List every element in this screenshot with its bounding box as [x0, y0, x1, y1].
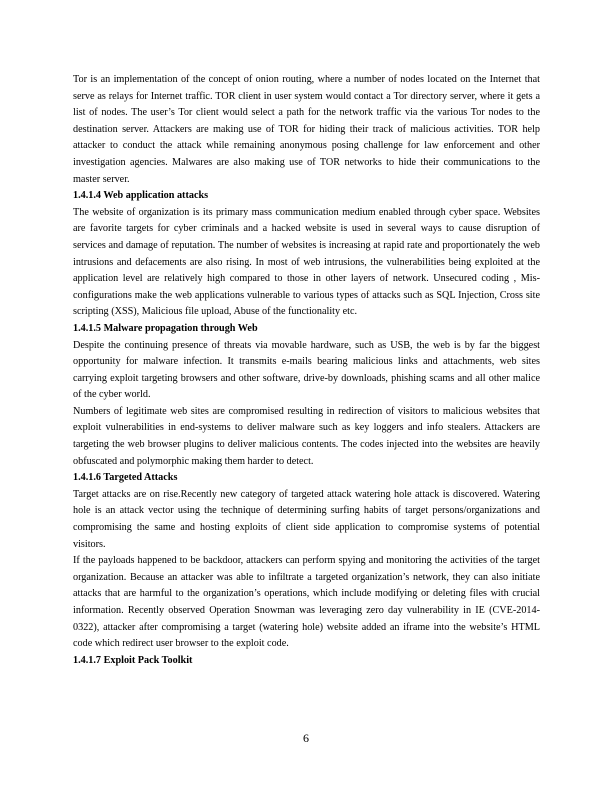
paragraph-targeted-attacks-1: Target attacks are on rise.Recently new category of targeted attack watering hole attack is discovered. Watering hole is an attack vector using the technique of determining surfing habits of target persons/organizations and compromising the same and hosting exploits of client side application to compromise systems of potential visitors.	[73, 488, 540, 550]
paragraph-malware-propagation-1: Despite the continuing presence of threats via movable hardware, such as USB, the web is by far the biggest opportunity for malware infection. It transmits e-mails bearing malicious links and attachments, web sites carrying exploit targeting browsers and other software, drive-by downloads, phishing scams and all other malice of the cyber world.	[73, 339, 540, 401]
page-body	[73, 72, 540, 669]
heading-malware-propagation: 1.4.1.5 Malware propagation through Web	[73, 322, 258, 334]
heading-targeted-attacks: 1.4.1.6 Targeted Attacks	[73, 472, 178, 484]
page-number: 6	[303, 731, 309, 745]
paragraph-malware-propagation-2: Numbers of legitimate web sites are compromised resulting in redirection of visitors to malicious websites that exploit vulnerabilities in end-systems to deliver malware such as key loggers and info stealers. Attackers are targeting the web browser plugins to deliver malicious contents. The codes injected into the websites are heavily obfuscated and polymorphic making them harder to detect.	[73, 405, 540, 467]
heading-exploit-pack-toolkit: 1.4.1.7 Exploit Pack Toolkit	[73, 654, 193, 666]
paragraph-tor: Tor is an implementation of the concept of onion routing, where a number of nodes located on the Internet that serve as relays for Internet traffic. TOR client in user system would contact a Tor directory server, where it gets a list of nodes. The user’s Tor client would select a path for the network traffic via the various Tor nodes to the destination server. Attackers are making use of TOR for hiding their track of malicious activities. TOR help attacker to conduct the attack while remaining anonymous posing challenge for law enforcement and other investigation agencies. Malwares are also making use of TOR networks to hide their communications to the master server.	[73, 74, 540, 185]
heading-web-application-attacks: 1.4.1.4 Web application attacks	[73, 190, 209, 202]
paragraph-targeted-attacks-2: If the payloads happened to be backdoor, attackers can perform spying and monitoring the activities of the target organization. Because an attacker was able to infiltrate a targeted organization’s network, they can also initiate attacks that are harmful to the organization’s operations, which include modifying or deleting files with crucial information. Recently observed Operation Snowman was leveraging zero day vulnerability in IE (CVE-2014-0322), attacker after compromising a target (watering hole) website added an iframe into the website’s HTML code which redirect user browser to the exploit code.	[73, 555, 540, 650]
paragraph-web-application-attacks: The website of organization is its primary mass communication medium enabled through cyber space. Websites are favorite targets for cyber criminals and a hacked website is used in several ways to cause disruption of services and damage of reputation. The number of websites is increasing at rapid rate and proportionately the web intrusions and defacements are also rising. In most of web intrusions, the vulnerabilities being exploited at the application level are relatively high compared to those in other layers of network. Unsecured coding , Mis-configurations make the web applications vulnerable to various types of attacks such as SQL Injection, Cross site scripting (XSS), Malicious file upload, Abuse of the functionality etc.	[73, 206, 540, 318]
